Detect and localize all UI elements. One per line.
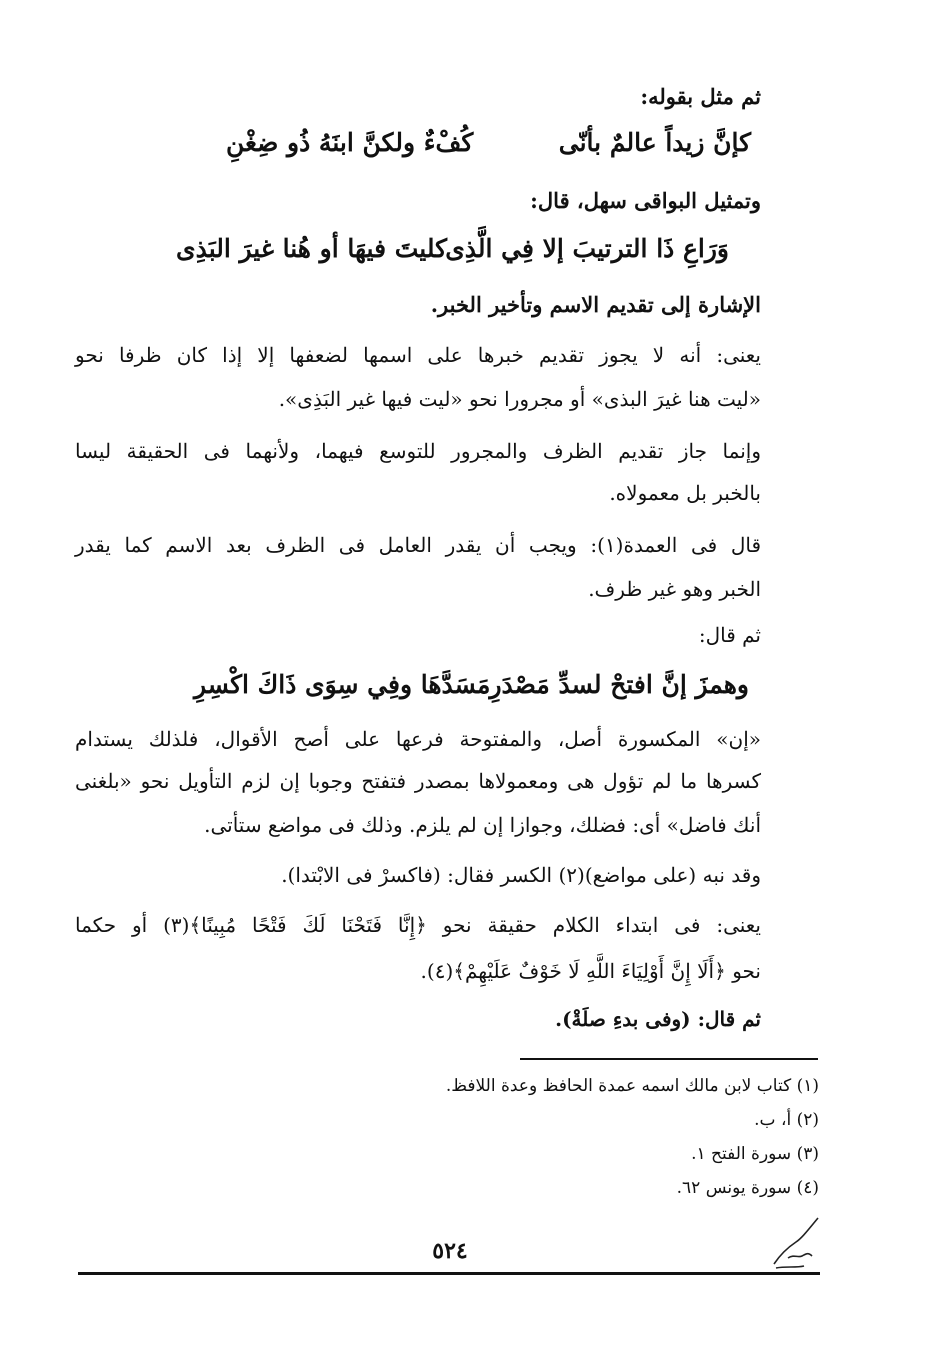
footnote-4: (٤) سورة يونس ٦٢. bbox=[676, 1178, 819, 1198]
text-line: كسرها ما لم تؤول هى ومعمولاها بمصدر فتفتح وجوبا إن لزم التأويل نحو «بلغنى bbox=[75, 769, 761, 793]
verse-2-right: وَرَاعِ ذَا الترتيبَ إلا فِي الَّذِى bbox=[445, 234, 729, 263]
footnote-divider bbox=[520, 1058, 818, 1060]
text-line: وتمثيل البواقى سهل، قال: bbox=[530, 188, 761, 213]
signature-mark bbox=[768, 1212, 828, 1274]
text-line: ثم قال: bbox=[698, 623, 761, 647]
text-line: ثم قال: (وفى بدءِ صلَةْ). bbox=[555, 1007, 761, 1031]
intro-line: ثم مثل بقوله: bbox=[640, 84, 761, 109]
footnote-2: (٢) أ، ب. bbox=[754, 1110, 819, 1130]
text-line: الإشارة إلى تقديم الاسم وتأخير الخبر. bbox=[430, 292, 761, 317]
text-line: يعنى: أنه لا يجوز تقديم خبرها على اسمها لضعفها إلا إذا كان ظرفا نحو bbox=[75, 343, 761, 367]
text-line: وقد نبه (على مواضع)(٢) الكسر فقال: (فاكسرْ فى الابْتدا). bbox=[281, 863, 761, 887]
text-line: أنك فاضل» أى: فضلك، وجوازا إن لم يلزم. وذلك فى مواضع ستأتى. bbox=[204, 813, 761, 837]
bottom-rule bbox=[78, 1272, 820, 1275]
verse-3-left: مَسَدَّهَا وفِي سِوَى ذَاكَ اكْسِرِ bbox=[194, 670, 491, 699]
text-line: بالخبر بل معمولاه. bbox=[609, 481, 761, 505]
text-line: قال فى العمدة(١): ويجب أن يقدر العامل فى الظرف بعد الاسم كما يقدر bbox=[75, 533, 761, 557]
text-line: «ليت هنا غيرَ البذى» أو مجرورا نحو «ليت فيها غير البَذِى». bbox=[278, 387, 761, 411]
text-line: يعنى: فى ابتداء الكلام حقيقة نحو ﴿إِنَّا فَتَحْنَا لَكَ فَتْحًا مُبِينًا﴾(٣) أو حكما bbox=[75, 913, 761, 937]
verse-1-right: كإنَّ زيداً عالمٌ بأنّى bbox=[558, 128, 751, 157]
footnote-1: (١) كتاب لابن مالك اسمه عمدة الحافظ وعدة اللافظ. bbox=[445, 1076, 819, 1096]
text-line: الخبر وهو غير ظرف. bbox=[588, 577, 761, 601]
text-line: نحو ﴿أَلَا إِنَّ أَوْلِيَاءَ اللَّهِ لَا خَوْفٌ عَلَيْهِمْ﴾(٤). bbox=[420, 959, 761, 983]
text-line: «إن» المكسورة أصل، والمفتوحة فرعها على أصح الأقوال، فلذلك يستدام bbox=[75, 727, 761, 751]
footnote-3: (٣) سورة الفتح ١. bbox=[691, 1144, 819, 1164]
verse-1-left: كُفْءٌ ولكنَّ ابنَهُ ذُو ضِغْنِ bbox=[226, 128, 474, 157]
text-line: وإنما جاز تقديم الظرف والمجرور للتوسع فيهما، ولأنهما فى الحقيقة ليسا bbox=[75, 439, 761, 463]
verse-3-right: وهمزَ إنَّ افتحْ لسدِّ مَصْدَرِ bbox=[489, 670, 749, 699]
verse-2-left: كليتَ فيهَا أو هُنا غيرَ البَذِى bbox=[176, 234, 447, 263]
page-number: ٥٢٤ bbox=[432, 1238, 468, 1264]
